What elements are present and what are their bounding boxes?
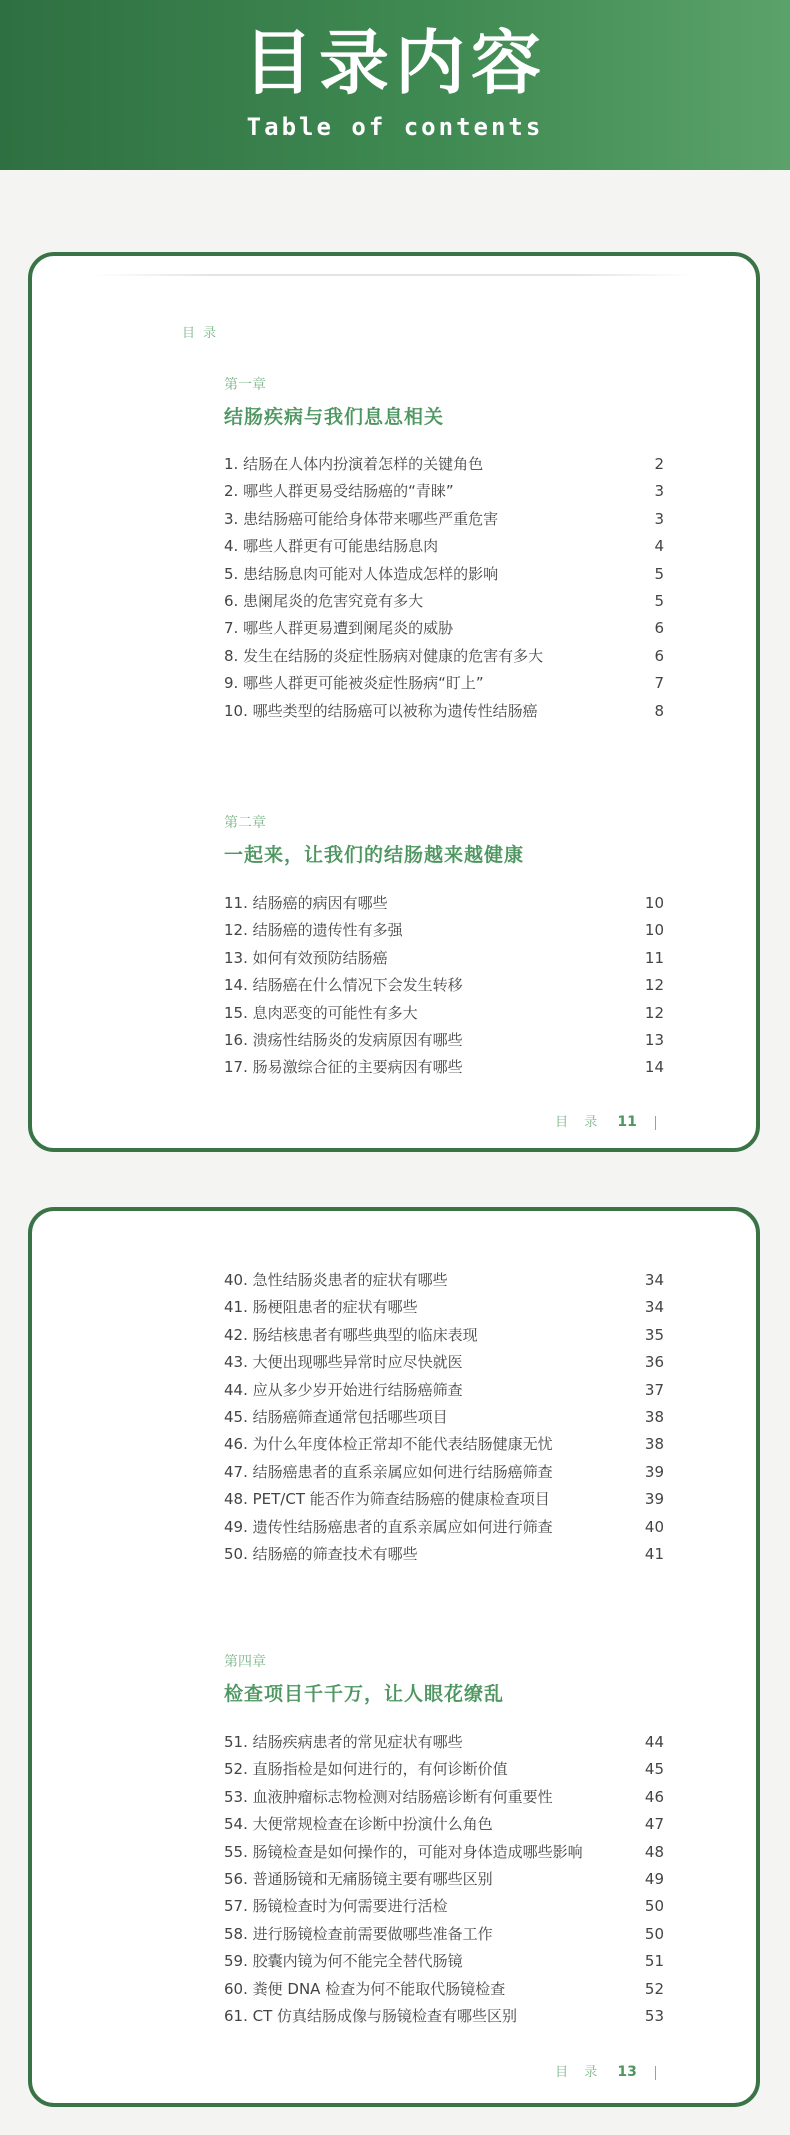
toc-item[interactable]: [224, 1404, 664, 1431]
toc-item[interactable]: [224, 1784, 664, 1811]
toc-item-page: 39: [644, 1490, 664, 1509]
toc-item[interactable]: [224, 670, 664, 697]
toc-item[interactable]: [224, 1839, 664, 1866]
toc-item-title: 11. 结肠癌的病因有哪些: [224, 894, 388, 912]
chapter-heading: [224, 812, 524, 867]
footer-label: 目 录: [555, 2065, 604, 2080]
toc-item-list: [224, 1267, 664, 1568]
toc-item-page: 46: [644, 1787, 664, 1806]
chapter-title: 结肠疾病与我们息息相关: [224, 406, 445, 428]
toc-item-title: 61. CT 仿真结肠成像与肠镜检查有哪些区别: [224, 2006, 518, 2025]
toc-item[interactable]: [224, 1541, 664, 1568]
footer-divider: [655, 1116, 656, 1130]
toc-item-page: 10: [644, 921, 664, 940]
toc-item-page: 14: [644, 1058, 664, 1077]
toc-item-title: 47. 结肠癌患者的直系亲属应如何进行结肠癌筛查: [224, 1462, 553, 1481]
toc-item[interactable]: [224, 615, 664, 642]
toc-item-page: 6: [654, 619, 664, 638]
toc-item-page: 34: [644, 1271, 664, 1289]
header-banner: [0, 0, 790, 170]
toc-page-card-2: [28, 1207, 760, 2107]
footer-label: 目 录: [555, 1115, 604, 1130]
toc-item-page: 52: [644, 1979, 664, 1998]
toc-item-title: 59. 胶囊内镜为何不能完全替代肠镜: [224, 1952, 463, 1971]
toc-item-page: 8: [654, 701, 664, 720]
toc-item-page: 45: [644, 1760, 664, 1779]
toc-item[interactable]: [224, 917, 664, 944]
toc-item-page: 3: [654, 482, 664, 501]
toc-item-page: 50: [644, 1924, 664, 1943]
toc-item-title: 58. 进行肠镜检查前需要做哪些准备工作: [224, 1924, 493, 1943]
toc-item-title: 15. 息肉恶变的可能性有多大: [224, 1003, 418, 1022]
toc-label: 目 录: [182, 326, 219, 341]
toc-item-title: 57. 肠镜检查时为何需要进行活检: [224, 1897, 448, 1916]
toc-item-page: 5: [654, 591, 664, 610]
toc-item-title: 9. 哪些人群更可能被炎症性肠病“盯上”: [224, 674, 484, 693]
toc-item[interactable]: [224, 533, 664, 560]
chapter-number: 第二章: [224, 815, 266, 831]
toc-item[interactable]: [224, 1514, 664, 1541]
toc-item[interactable]: [224, 1811, 664, 1838]
toc-item[interactable]: [224, 1054, 664, 1081]
toc-item[interactable]: [224, 1729, 664, 1756]
toc-item-title: 51. 结肠疾病患者的常见症状有哪些: [224, 1733, 463, 1751]
toc-item-list: [224, 890, 664, 1082]
toc-item-page: 39: [644, 1462, 664, 1481]
chapter-title: 一起来，让我们的结肠越来越健康: [224, 844, 525, 866]
toc-item[interactable]: [224, 1756, 664, 1783]
toc-item[interactable]: [224, 890, 664, 917]
toc-item[interactable]: [224, 1377, 664, 1404]
toc-item[interactable]: [224, 506, 664, 533]
toc-page-card-1: [28, 252, 760, 1152]
toc-item-title: 2. 哪些人群更易受结肠癌的“青睐”: [224, 482, 454, 501]
toc-item-title: 5. 患结肠息肉可能对人体造成怎样的影响: [224, 564, 499, 583]
toc-item-page: 12: [644, 1003, 664, 1022]
toc-item-title: 16. 溃疡性结肠炎的发病原因有哪些: [224, 1030, 463, 1049]
toc-item-title: 8. 发生在结肠的炎症性肠病对健康的危害有多大: [224, 646, 544, 665]
page-title: 目录内容: [243, 22, 547, 104]
toc-item-title: 54. 大便常规检查在诊断中扮演什么角色: [224, 1815, 493, 1834]
toc-item-page: 48: [644, 1842, 664, 1861]
toc-item-list: [224, 1729, 664, 2030]
toc-item-title: 53. 血液肿瘤标志物检测对结肠癌诊断有何重要性: [224, 1787, 553, 1806]
chapter-title: 检查项目千千万，让人眼花缭乱: [224, 1683, 505, 1705]
toc-item-title: 14. 结肠癌在什么情况下会发生转移: [224, 976, 463, 995]
toc-item-page: 10: [644, 894, 664, 912]
toc-item-title: 43. 大便出现哪些异常时应尽快就医: [224, 1353, 463, 1372]
page-footer: [555, 2061, 656, 2080]
toc-item[interactable]: [224, 698, 664, 725]
toc-item-page: 38: [644, 1407, 664, 1426]
toc-item-title: 1. 结肠在人体内扮演着怎样的关键角色: [224, 455, 484, 473]
toc-item-title: 52. 直肠指检是如何进行的，有何诊断价值: [224, 1760, 508, 1779]
toc-item-page: 49: [644, 1869, 664, 1888]
toc-item-page: 50: [644, 1897, 664, 1916]
toc-item-page: 13: [644, 1030, 664, 1049]
toc-item-page: 7: [654, 674, 664, 693]
toc-item-title: 17. 肠易激综合征的主要病因有哪些: [224, 1058, 463, 1077]
toc-item-title: 6. 患阑尾炎的危害究竟有多大: [224, 591, 424, 610]
toc-item-title: 42. 肠结核患者有哪些典型的临床表现: [224, 1325, 478, 1344]
toc-item-page: 36: [644, 1353, 664, 1372]
toc-item[interactable]: [224, 478, 664, 505]
chapter-number: 第四章: [224, 1654, 266, 1670]
toc-item[interactable]: [224, 1866, 664, 1893]
chapter-heading: [224, 374, 444, 429]
toc-item[interactable]: [224, 1267, 664, 1294]
toc-item[interactable]: [224, 1294, 664, 1321]
toc-item[interactable]: [224, 1431, 664, 1458]
toc-item[interactable]: [224, 1948, 664, 1975]
toc-item[interactable]: [224, 2003, 664, 2030]
toc-item-title: 7. 哪些人群更易遭到阑尾炎的威胁: [224, 619, 454, 638]
toc-item[interactable]: [224, 643, 664, 670]
page-footer: [555, 1111, 656, 1130]
toc-item[interactable]: [224, 1000, 664, 1027]
toc-item-title: 49. 遗传性结肠癌患者的直系亲属应如何进行筛查: [224, 1517, 553, 1536]
toc-item[interactable]: [224, 1322, 664, 1349]
toc-item-title: 4. 哪些人群更有可能患结肠息肉: [224, 537, 439, 556]
toc-item-title: 46. 为什么年度体检正常却不能代表结肠健康无忧: [224, 1435, 553, 1454]
chapter-heading: [224, 1651, 504, 1706]
toc-item-page: 38: [644, 1435, 664, 1454]
page-subtitle: Table of contents: [246, 113, 544, 141]
toc-item[interactable]: [224, 972, 664, 999]
toc-item[interactable]: [224, 561, 664, 588]
toc-item-page: 47: [644, 1815, 664, 1834]
toc-item-page: 51: [644, 1952, 664, 1971]
toc-item-page: 5: [654, 564, 664, 583]
toc-item-page: 12: [644, 976, 664, 995]
toc-item[interactable]: [224, 1349, 664, 1376]
toc-item[interactable]: [224, 1921, 664, 1948]
toc-item-title: 55. 肠镜检查是如何操作的，可能对身体造成哪些影响: [224, 1842, 583, 1861]
footer-page-number: 13: [617, 2064, 637, 2080]
toc-item-title: 40. 急性结肠炎患者的症状有哪些: [224, 1271, 448, 1289]
toc-item-title: 10. 哪些类型的结肠癌可以被称为遗传性结肠癌: [224, 701, 538, 720]
toc-item-title: 60. 粪便 DNA 检查为何不能取代肠镜检查: [224, 1979, 506, 1998]
toc-item-page: 40: [644, 1517, 664, 1536]
toc-item-title: 3. 患结肠癌可能给身体带来哪些严重危害: [224, 509, 499, 528]
toc-item[interactable]: [224, 1893, 664, 1920]
toc-item-page: 44: [644, 1733, 664, 1751]
footer-page-number: 11: [617, 1114, 637, 1130]
toc-item[interactable]: [224, 1027, 664, 1054]
toc-item-page: 35: [644, 1325, 664, 1344]
toc-item[interactable]: [224, 1976, 664, 2003]
toc-item-page: 53: [644, 2006, 664, 2025]
page-edge-line: [92, 274, 696, 276]
toc-item-page: 34: [644, 1298, 664, 1317]
toc-item-page: 11: [644, 948, 664, 967]
toc-item[interactable]: [224, 1486, 664, 1513]
toc-item-title: 13. 如何有效预防结肠癌: [224, 948, 388, 967]
toc-item-page: 6: [654, 646, 664, 665]
toc-item[interactable]: [224, 945, 664, 972]
toc-item-list: [224, 451, 664, 725]
toc-item[interactable]: [224, 451, 664, 478]
toc-item-page: 37: [644, 1380, 664, 1399]
toc-item-page: 4: [654, 537, 664, 556]
toc-item-page: 3: [654, 509, 664, 528]
toc-item[interactable]: [224, 1459, 664, 1486]
toc-item-page: 41: [644, 1544, 664, 1563]
toc-item-title: 50. 结肠癌的筛查技术有哪些: [224, 1544, 418, 1563]
toc-item-title: 44. 应从多少岁开始进行结肠癌筛查: [224, 1380, 463, 1399]
chapter-number: 第一章: [224, 377, 266, 393]
toc-item-title: 12. 结肠癌的遗传性有多强: [224, 921, 403, 940]
toc-item-title: 41. 肠梗阻患者的症状有哪些: [224, 1298, 418, 1317]
toc-item-title: 45. 结肠癌筛查通常包括哪些项目: [224, 1407, 448, 1426]
footer-divider: [655, 2066, 656, 2080]
toc-item-page: 2: [654, 455, 664, 473]
toc-item-title: 48. PET/CT 能否作为筛查结肠癌的健康检查项目: [224, 1490, 550, 1509]
toc-item[interactable]: [224, 588, 664, 615]
toc-item-title: 56. 普通肠镜和无痛肠镜主要有哪些区别: [224, 1869, 493, 1888]
